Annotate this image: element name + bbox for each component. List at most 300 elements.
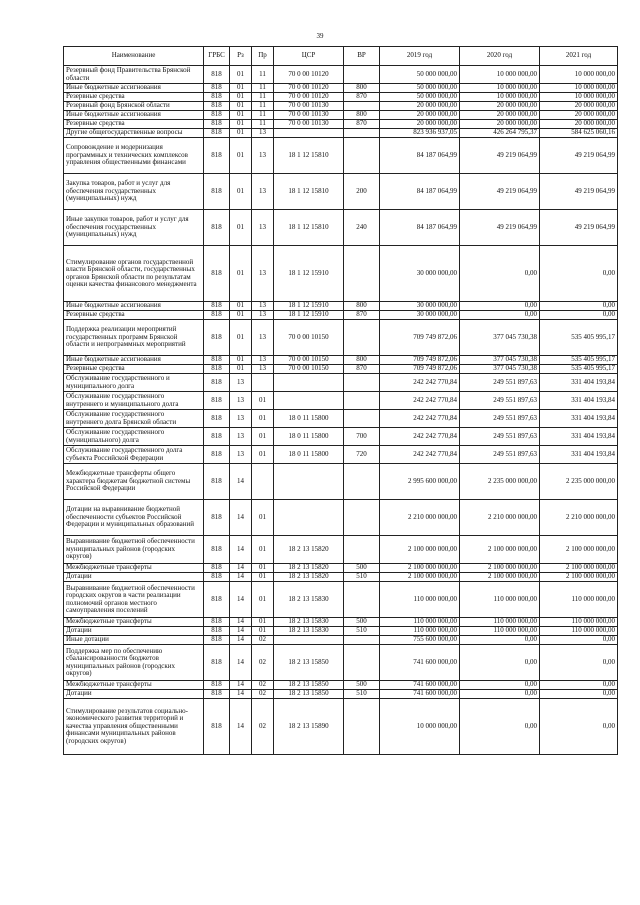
table-row (64, 645, 618, 681)
cell-rz: 01 (230, 66, 252, 84)
cell-pr: 13 (252, 311, 274, 320)
cell-csr: 18 2 13 15820 (274, 564, 344, 573)
cell-grbs: 818 (204, 428, 230, 446)
cell-grbs: 818 (204, 365, 230, 374)
cell-vr (344, 66, 380, 84)
cell-rz: 01 (230, 311, 252, 320)
table-row (64, 410, 618, 428)
cell-grbs: 818 (204, 410, 230, 428)
cell-pr: 11 (252, 102, 274, 111)
cell-y2020: 10 000 000,00 (460, 84, 540, 93)
cell-rz: 01 (230, 102, 252, 111)
cell-name: Обслуживание государственного внутреннего и муниципального долга (64, 392, 204, 410)
cell-vr: 500 (344, 681, 380, 690)
cell-rz: 01 (230, 210, 252, 246)
cell-vr (344, 374, 380, 392)
table-row (64, 102, 618, 111)
header-name: Наименование (64, 47, 204, 66)
cell-grbs: 818 (204, 138, 230, 174)
cell-rz: 01 (230, 320, 252, 356)
cell-csr: 18 2 13 15890 (274, 699, 344, 755)
cell-name: Межбюджетные трансферты (64, 618, 204, 627)
cell-vr (344, 500, 380, 536)
cell-y2021: 0,00 (540, 311, 618, 320)
header-2021: 2021 год (540, 47, 618, 66)
cell-y2020: 2 100 000 000,00 (460, 573, 540, 582)
cell-name: Резервные средства (64, 120, 204, 129)
cell-y2020: 110 000 000,00 (460, 618, 540, 627)
cell-name: Резервные средства (64, 311, 204, 320)
cell-rz: 14 (230, 699, 252, 755)
cell-y2019: 110 000 000,00 (380, 627, 460, 636)
cell-y2020: 377 045 730,38 (460, 356, 540, 365)
cell-y2020: 2 210 000 000,00 (460, 500, 540, 536)
cell-vr (344, 129, 380, 138)
cell-y2019: 709 749 872,06 (380, 320, 460, 356)
cell-y2021: 10 000 000,00 (540, 84, 618, 93)
cell-csr: 18 2 13 15850 (274, 681, 344, 690)
cell-name: Закупка товаров, работ и услуг для обеспечения государственных (муниципальных) нужд (64, 174, 204, 210)
cell-vr: 510 (344, 690, 380, 699)
cell-rz: 01 (230, 246, 252, 302)
cell-grbs: 818 (204, 681, 230, 690)
cell-y2021: 0,00 (540, 636, 618, 645)
cell-pr: 02 (252, 636, 274, 645)
cell-csr: 18 2 13 15830 (274, 627, 344, 636)
cell-vr (344, 699, 380, 755)
table-row (64, 392, 618, 410)
cell-y2019: 50 000 000,00 (380, 93, 460, 102)
cell-vr (344, 392, 380, 410)
cell-y2021: 0,00 (540, 681, 618, 690)
cell-y2020: 0,00 (460, 311, 540, 320)
cell-pr: 13 (252, 320, 274, 356)
cell-y2021: 331 404 193,84 (540, 428, 618, 446)
cell-y2020: 10 000 000,00 (460, 66, 540, 84)
cell-y2019: 84 187 064,99 (380, 210, 460, 246)
cell-rz: 14 (230, 464, 252, 500)
cell-csr: 18 1 12 15810 (274, 138, 344, 174)
cell-y2021: 110 000 000,00 (540, 582, 618, 618)
cell-pr: 02 (252, 699, 274, 755)
cell-name: Обслуживание государственного (муниципального) долга (64, 428, 204, 446)
cell-name: Другие общегосударственные вопросы (64, 129, 204, 138)
cell-vr: 870 (344, 311, 380, 320)
cell-grbs: 818 (204, 302, 230, 311)
table-row (64, 365, 618, 374)
cell-y2021: 20 000 000,00 (540, 111, 618, 120)
cell-y2019: 20 000 000,00 (380, 111, 460, 120)
cell-grbs: 818 (204, 464, 230, 500)
table-row (64, 120, 618, 129)
cell-rz: 01 (230, 365, 252, 374)
cell-y2020: 10 000 000,00 (460, 93, 540, 102)
cell-pr (252, 374, 274, 392)
table-row (64, 564, 618, 573)
cell-vr (344, 138, 380, 174)
cell-grbs: 818 (204, 102, 230, 111)
cell-grbs: 818 (204, 645, 230, 681)
cell-csr (274, 636, 344, 645)
cell-pr: 13 (252, 365, 274, 374)
cell-vr: 720 (344, 446, 380, 464)
cell-y2021: 2 100 000 000,00 (540, 564, 618, 573)
cell-y2019: 30 000 000,00 (380, 302, 460, 311)
cell-grbs: 818 (204, 690, 230, 699)
cell-vr: 870 (344, 93, 380, 102)
table-row (64, 500, 618, 536)
cell-pr: 01 (252, 627, 274, 636)
budget-table (63, 46, 618, 755)
table-row (64, 210, 618, 246)
cell-y2020: 0,00 (460, 246, 540, 302)
cell-csr (274, 129, 344, 138)
cell-csr: 18 1 12 15910 (274, 311, 344, 320)
cell-pr: 13 (252, 246, 274, 302)
cell-name: Дотации (64, 573, 204, 582)
cell-vr: 870 (344, 120, 380, 129)
cell-grbs: 818 (204, 392, 230, 410)
cell-y2020: 0,00 (460, 681, 540, 690)
cell-rz: 14 (230, 582, 252, 618)
cell-name: Иные бюджетные ассигнования (64, 356, 204, 365)
cell-y2019: 2 100 000 000,00 (380, 536, 460, 564)
table-row (64, 464, 618, 500)
cell-y2019: 709 749 872,06 (380, 365, 460, 374)
cell-name: Резервный фонд Правительства Брянской области (64, 66, 204, 84)
table-row (64, 111, 618, 120)
cell-y2020: 20 000 000,00 (460, 120, 540, 129)
cell-pr: 11 (252, 120, 274, 129)
cell-csr: 18 1 12 15910 (274, 246, 344, 302)
cell-name: Иные бюджетные ассигнования (64, 302, 204, 311)
cell-rz: 01 (230, 138, 252, 174)
cell-grbs: 818 (204, 374, 230, 392)
cell-y2020: 49 219 064,99 (460, 210, 540, 246)
cell-vr (344, 410, 380, 428)
cell-y2019: 20 000 000,00 (380, 102, 460, 111)
table-row (64, 582, 618, 618)
cell-rz: 01 (230, 129, 252, 138)
cell-name: Выравнивание бюджетной обеспеченности муниципальных районов (городских округов) (64, 536, 204, 564)
cell-y2021: 49 219 064,99 (540, 210, 618, 246)
cell-csr: 70 0 00 10130 (274, 111, 344, 120)
cell-pr: 01 (252, 446, 274, 464)
cell-y2019: 2 100 000 000,00 (380, 573, 460, 582)
cell-pr: 01 (252, 536, 274, 564)
cell-y2020: 2 235 000 000,00 (460, 464, 540, 500)
table-row (64, 174, 618, 210)
cell-rz: 14 (230, 681, 252, 690)
cell-rz: 13 (230, 446, 252, 464)
cell-pr: 13 (252, 302, 274, 311)
cell-grbs: 818 (204, 618, 230, 627)
cell-grbs: 818 (204, 93, 230, 102)
cell-name: Резервные средства (64, 93, 204, 102)
cell-grbs: 818 (204, 174, 230, 210)
cell-y2019: 10 000 000,00 (380, 699, 460, 755)
cell-name: Межбюджетные трансферты (64, 681, 204, 690)
cell-pr: 11 (252, 84, 274, 93)
cell-rz: 13 (230, 374, 252, 392)
cell-grbs: 818 (204, 311, 230, 320)
cell-csr: 70 0 00 10150 (274, 365, 344, 374)
table-row (64, 320, 618, 356)
cell-y2020: 377 045 730,38 (460, 365, 540, 374)
cell-rz: 14 (230, 636, 252, 645)
cell-vr: 500 (344, 564, 380, 573)
cell-y2020: 249 551 897,63 (460, 374, 540, 392)
cell-y2020: 249 551 897,63 (460, 446, 540, 464)
cell-csr: 18 1 12 15810 (274, 210, 344, 246)
cell-csr (274, 374, 344, 392)
cell-grbs: 818 (204, 356, 230, 365)
cell-y2021: 20 000 000,00 (540, 120, 618, 129)
cell-y2021: 0,00 (540, 690, 618, 699)
cell-rz: 14 (230, 618, 252, 627)
cell-y2021: 10 000 000,00 (540, 93, 618, 102)
cell-y2019: 50 000 000,00 (380, 84, 460, 93)
table-row (64, 356, 618, 365)
cell-grbs: 818 (204, 582, 230, 618)
cell-y2020: 2 100 000 000,00 (460, 536, 540, 564)
table-row (64, 311, 618, 320)
cell-vr (344, 536, 380, 564)
cell-csr: 70 0 00 10130 (274, 120, 344, 129)
cell-pr: 13 (252, 210, 274, 246)
header-pr: Пр (252, 47, 274, 66)
cell-csr: 18 2 13 15830 (274, 618, 344, 627)
cell-vr: 200 (344, 174, 380, 210)
cell-y2019: 755 600 000,00 (380, 636, 460, 645)
table-row (64, 129, 618, 138)
cell-y2020: 0,00 (460, 690, 540, 699)
header-2019: 2019 год (380, 47, 460, 66)
table-row (64, 618, 618, 627)
cell-rz: 01 (230, 93, 252, 102)
cell-grbs: 818 (204, 564, 230, 573)
cell-rz: 01 (230, 356, 252, 365)
cell-rz: 01 (230, 84, 252, 93)
cell-csr (274, 464, 344, 500)
cell-y2021: 331 404 193,84 (540, 410, 618, 428)
cell-name: Обслуживание государственного внутреннего долга Брянской области (64, 410, 204, 428)
cell-csr (274, 500, 344, 536)
cell-y2021: 535 405 995,17 (540, 356, 618, 365)
cell-csr: 70 0 00 10120 (274, 84, 344, 93)
cell-y2021: 49 219 064,99 (540, 138, 618, 174)
cell-rz: 14 (230, 536, 252, 564)
cell-y2021: 0,00 (540, 246, 618, 302)
cell-vr (344, 102, 380, 111)
cell-y2020: 0,00 (460, 645, 540, 681)
cell-vr (344, 464, 380, 500)
cell-y2019: 84 187 064,99 (380, 174, 460, 210)
cell-y2021: 0,00 (540, 645, 618, 681)
cell-rz: 14 (230, 500, 252, 536)
cell-name: Резервный фонд Брянской области (64, 102, 204, 111)
cell-y2021: 20 000 000,00 (540, 102, 618, 111)
header-2020: 2020 год (460, 47, 540, 66)
cell-y2019: 50 000 000,00 (380, 66, 460, 84)
cell-rz: 13 (230, 410, 252, 428)
cell-y2020: 426 264 795,37 (460, 129, 540, 138)
cell-pr: 01 (252, 410, 274, 428)
table-header-row (64, 47, 618, 66)
cell-grbs: 818 (204, 500, 230, 536)
cell-pr: 11 (252, 111, 274, 120)
cell-y2019: 110 000 000,00 (380, 582, 460, 618)
table-row (64, 536, 618, 564)
table-row (64, 681, 618, 690)
cell-grbs: 818 (204, 320, 230, 356)
cell-y2021: 2 100 000 000,00 (540, 573, 618, 582)
cell-rz: 01 (230, 174, 252, 210)
cell-grbs: 818 (204, 536, 230, 564)
cell-y2019: 2 100 000 000,00 (380, 564, 460, 573)
header-vr: ВР (344, 47, 380, 66)
cell-grbs: 818 (204, 246, 230, 302)
cell-y2019: 242 242 770,84 (380, 392, 460, 410)
cell-y2020: 249 551 897,63 (460, 410, 540, 428)
cell-name: Поддержка мер по обеспечению сбалансированности бюджетов муниципальных районов (городских округов) (64, 645, 204, 681)
cell-y2021: 535 405 995,17 (540, 365, 618, 374)
table-row (64, 627, 618, 636)
cell-vr (344, 645, 380, 681)
cell-grbs: 818 (204, 66, 230, 84)
cell-pr: 13 (252, 129, 274, 138)
cell-y2019: 741 600 000,00 (380, 681, 460, 690)
cell-vr: 510 (344, 627, 380, 636)
cell-csr: 18 2 13 15820 (274, 573, 344, 582)
header-rz: Рз (230, 47, 252, 66)
cell-name: Дотации (64, 690, 204, 699)
cell-csr: 18 0 11 15800 (274, 410, 344, 428)
cell-grbs: 818 (204, 573, 230, 582)
cell-csr: 18 0 11 15800 (274, 446, 344, 464)
cell-y2021: 2 210 000 000,00 (540, 500, 618, 536)
cell-y2020: 20 000 000,00 (460, 102, 540, 111)
cell-csr: 18 2 13 15830 (274, 582, 344, 618)
cell-y2021: 0,00 (540, 699, 618, 755)
cell-csr: 18 2 13 15850 (274, 690, 344, 699)
cell-name: Обслуживание государственного и муниципального долга (64, 374, 204, 392)
cell-csr: 18 1 12 15810 (274, 174, 344, 210)
cell-vr: 870 (344, 365, 380, 374)
cell-csr: 70 0 00 10120 (274, 66, 344, 84)
cell-y2020: 110 000 000,00 (460, 627, 540, 636)
cell-rz: 13 (230, 428, 252, 446)
cell-grbs: 818 (204, 699, 230, 755)
cell-vr: 800 (344, 111, 380, 120)
cell-grbs: 818 (204, 446, 230, 464)
cell-pr: 13 (252, 174, 274, 210)
cell-pr: 02 (252, 690, 274, 699)
cell-y2019: 741 600 000,00 (380, 690, 460, 699)
cell-vr: 510 (344, 573, 380, 582)
cell-name: Стимулирование органов государственной власти Брянской области, государственных органов Брянской области по результатам оценки качества финансового менеджмента (64, 246, 204, 302)
table-row (64, 374, 618, 392)
cell-y2019: 242 242 770,84 (380, 374, 460, 392)
cell-y2020: 20 000 000,00 (460, 111, 540, 120)
cell-grbs: 818 (204, 111, 230, 120)
cell-name: Сопровождение и модернизация программных и технических комплексов управления общественными финансами (64, 138, 204, 174)
cell-rz: 13 (230, 392, 252, 410)
cell-y2019: 242 242 770,84 (380, 428, 460, 446)
cell-name: Иные бюджетные ассигнования (64, 84, 204, 93)
cell-csr: 70 0 00 10120 (274, 93, 344, 102)
cell-vr (344, 320, 380, 356)
cell-name: Выравнивание бюджетной обеспеченности городских округов в части реализации полномочий органов местного самоуправления поселений (64, 582, 204, 618)
cell-rz: 01 (230, 302, 252, 311)
cell-name: Иные бюджетные ассигнования (64, 111, 204, 120)
cell-y2020: 0,00 (460, 699, 540, 755)
cell-vr (344, 582, 380, 618)
cell-y2019: 110 000 000,00 (380, 618, 460, 627)
cell-name: Поддержка реализации мероприятий государственных программ Брянской области и непрограммных мероприятий (64, 320, 204, 356)
cell-csr: 70 0 00 10150 (274, 320, 344, 356)
cell-vr: 800 (344, 84, 380, 93)
cell-pr: 01 (252, 428, 274, 446)
cell-y2019: 30 000 000,00 (380, 246, 460, 302)
cell-y2021: 2 100 000 000,00 (540, 536, 618, 564)
table-row (64, 246, 618, 302)
cell-rz: 14 (230, 645, 252, 681)
cell-vr (344, 636, 380, 645)
cell-grbs: 818 (204, 636, 230, 645)
cell-y2019: 709 749 872,06 (380, 356, 460, 365)
cell-csr (274, 392, 344, 410)
table-row (64, 84, 618, 93)
cell-y2021: 331 404 193,84 (540, 374, 618, 392)
cell-y2020: 249 551 897,63 (460, 392, 540, 410)
cell-name: Иные закупки товаров, работ и услуг для обеспечения государственных (муниципальных) нужд (64, 210, 204, 246)
cell-y2021: 535 405 995,17 (540, 320, 618, 356)
cell-rz: 14 (230, 564, 252, 573)
table-row (64, 138, 618, 174)
header-csr: ЦСР (274, 47, 344, 66)
cell-y2021: 110 000 000,00 (540, 618, 618, 627)
cell-pr: 01 (252, 582, 274, 618)
cell-grbs: 818 (204, 627, 230, 636)
cell-y2021: 0,00 (540, 302, 618, 311)
cell-csr: 70 0 00 10130 (274, 102, 344, 111)
cell-y2021: 49 219 064,99 (540, 174, 618, 210)
cell-rz: 14 (230, 690, 252, 699)
cell-name: Дотации на выравнивание бюджетной обеспеченности субъектов Российской Федерации и муниципальных образований (64, 500, 204, 536)
cell-rz: 01 (230, 111, 252, 120)
cell-y2021: 2 235 000 000,00 (540, 464, 618, 500)
cell-y2021: 331 404 193,84 (540, 446, 618, 464)
cell-pr: 11 (252, 93, 274, 102)
cell-y2019: 30 000 000,00 (380, 311, 460, 320)
cell-y2020: 2 100 000 000,00 (460, 564, 540, 573)
cell-y2021: 110 000 000,00 (540, 627, 618, 636)
cell-y2020: 249 551 897,63 (460, 428, 540, 446)
cell-y2019: 84 187 064,99 (380, 138, 460, 174)
cell-rz: 14 (230, 573, 252, 582)
cell-pr: 11 (252, 66, 274, 84)
page-number: 39 (316, 32, 324, 40)
cell-pr (252, 464, 274, 500)
cell-y2021: 331 404 193,84 (540, 392, 618, 410)
cell-pr: 02 (252, 645, 274, 681)
cell-pr: 13 (252, 356, 274, 365)
cell-csr: 18 2 13 15850 (274, 645, 344, 681)
cell-rz: 01 (230, 120, 252, 129)
cell-y2019: 741 600 000,00 (380, 645, 460, 681)
cell-vr: 500 (344, 618, 380, 627)
